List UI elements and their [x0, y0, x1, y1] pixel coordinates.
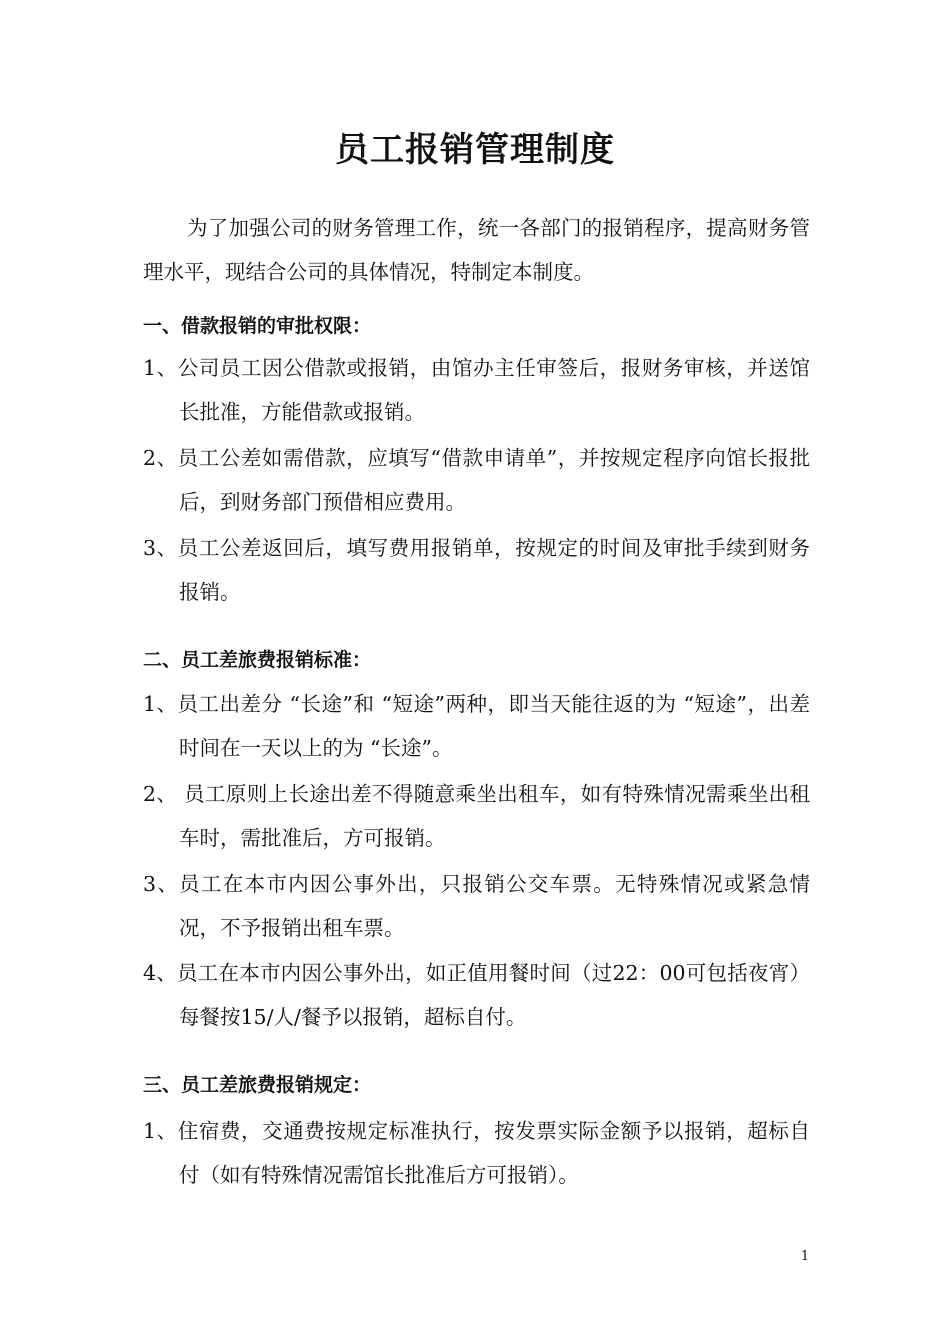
travel-standard-item-4: 4、员工在本市内因公事外出，如正值用餐时间（过22：00可包括夜宵） 每餐按15/人/餐予以报销，超标自付。 — [143, 961, 810, 1029]
travel-standard-item-1: 1、员工出差分 “长途”和 “短途”两种，即当天能往返的为 “短途”，出差时间在一天以上的为 “长途”。 — [143, 692, 810, 760]
intro-paragraph: 为了加强公司的财务管理工作，统一各部门的报销程序，提高财务管理水平，现结合公司的具体情况，特制定本制度。 — [143, 216, 810, 284]
travel-standard-item-2: 2、 员工原则上长途出差不得随意乘坐出租车，如有特殊情况需乘坐出租车时，需批准后，方可报销。 — [143, 782, 810, 850]
page-number: 1 — [800, 1249, 810, 1264]
section-heading-travel-rules: 三、员工差旅费报销规定： — [143, 1074, 372, 1096]
approval-item-1: 1、公司员工因公借款或报销，由馆办主任审签后，报财务审核，并送馆长批准，方能借款或报销。 — [143, 356, 810, 424]
travel-standard-item-3: 3、员工在本市内因公事外出，只报销公交车票。无特殊情况或紧急情况，不予报销出租车票。 — [143, 872, 810, 940]
approval-item-3: 3、员工公差返回后，填写费用报销单，按规定的时间及审批手续到财务报销。 — [143, 536, 810, 604]
document-title: 员工报销管理制度 — [335, 130, 615, 170]
section-heading-approval: 一、借款报销的审批权限： — [143, 315, 372, 337]
approval-item-2: 2、员工公差如需借款，应填写“借款申请单”，并按规定程序向馆长报批后，到财务部门预借相应费用。 — [143, 446, 810, 514]
section-heading-travel-standard: 二、员工差旅费报销标准： — [143, 649, 372, 671]
travel-rules-item-1: 1、住宿费，交通费按规定标准执行，按发票实际金额予以报销，超标自付（如有特殊情况需馆长批准后方可报销）。 — [143, 1119, 810, 1187]
